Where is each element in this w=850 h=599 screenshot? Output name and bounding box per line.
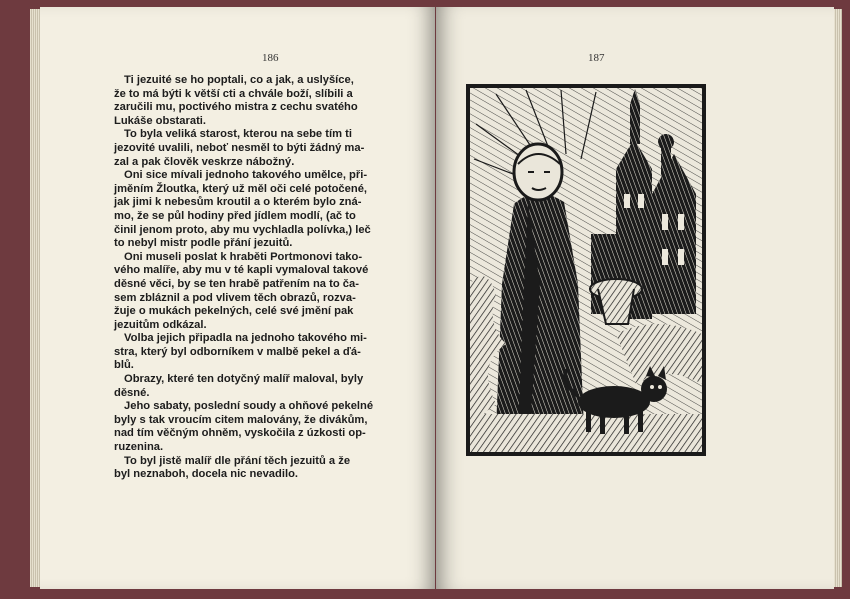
text-line: děsné věci, by se ten hrabě patřením na to ča- — [114, 277, 359, 290]
text-line: Volba jejich připadla na jednoho takového mi- — [124, 332, 367, 345]
text-line: jezuitům odkázal. — [114, 318, 207, 331]
text-line: že to má býti k větší cti a chvále boží, slíbili a — [114, 87, 353, 100]
text-line: zal a pak člověk veskrze nábožný. — [114, 155, 295, 168]
text-line: sem zbláznil a pod vlivem těch obrazů, rozva- — [114, 291, 356, 304]
text-line: Oni museli poslat k hraběti Portmonovi tako- — [124, 250, 363, 263]
text-line: Jeho sabaty, poslední soudy a ohňové pekelné — [124, 400, 374, 413]
text-line: vého malíře, aby mu v té kapli vymaloval takové — [114, 264, 369, 277]
text-line: Oni sice mívali jednoho takového umělce, při- — [124, 169, 368, 182]
text-line: jak jimi k nebesům kroutil a o kterém bylo zná- — [114, 196, 362, 209]
text-line: jměním Žloutka, který už měl oči celé potočené, — [114, 182, 368, 195]
text-line: zaručili mu, poctivého mistra z cechu svatého — [114, 101, 358, 114]
text-line: byl neznaboh, docela nic nevadilo. — [114, 468, 299, 481]
text-line: děsné. — [114, 386, 150, 399]
left-page-number: 186 — [262, 52, 279, 64]
text-line: stra, který byl odborníkem v malbě pekel a ďá- — [114, 345, 361, 358]
text-line: nad tím věčným ohněm, vyskočila z úzkosti op- — [114, 427, 366, 440]
text-line: mo, že se půl hodiny před jídlem modlí, (ač to — [114, 209, 356, 222]
text-line: ruzenina. — [114, 441, 164, 454]
text-line: To byl jistě malíř dle přání těch jezuitů a že — [124, 454, 351, 467]
text-line: To byla veliká starost, kterou na sebe tím ti — [124, 128, 352, 141]
text-line: blů. — [114, 359, 134, 372]
show-through-text — [706, 120, 826, 470]
text-line: jezovité uvalili, neboť nesměl to býti žádný ma- — [114, 141, 365, 154]
text-line: Ti jezuité se ho poptali, co a jak, a uslyšíce, — [124, 74, 354, 86]
text-line: to nebyl mistr podle přání jezuitů. — [114, 237, 293, 250]
woodcut-illustration — [466, 84, 706, 456]
text-line: činil jenom proto, aby mu vychladla polívka,) leč — [114, 223, 371, 236]
right-page-number: 187 — [588, 52, 605, 64]
left-page-text — [114, 74, 406, 482]
text-line: žuje o mukách pekelných, celé své jmění pak — [114, 305, 354, 318]
text-line: byly s tak vroucím citem malovány, že divákům, — [114, 413, 368, 426]
text-line: Lukáše obstarati. — [114, 114, 207, 127]
text-line: Obrazy, které ten dotyčný malíř maloval, byly — [124, 373, 364, 386]
